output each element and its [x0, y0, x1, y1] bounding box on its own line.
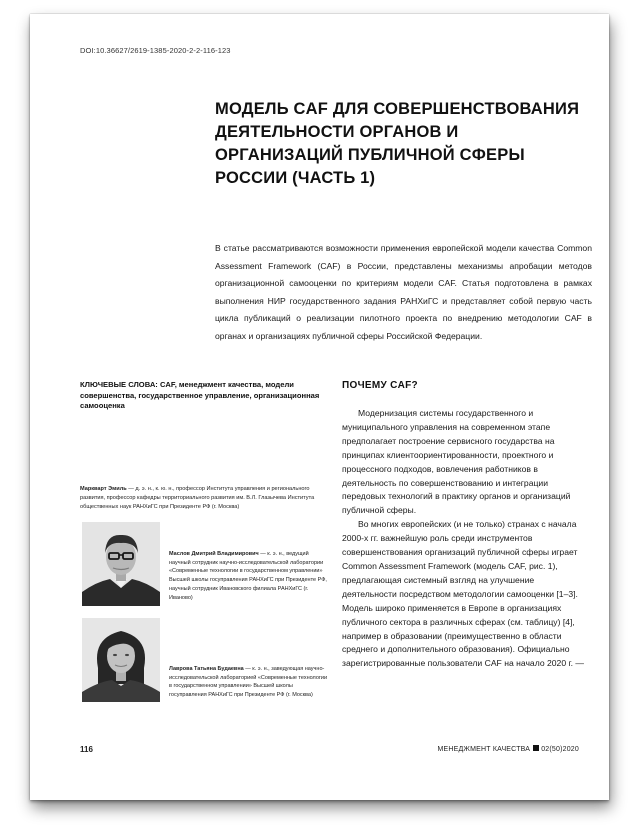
author-1-name: Маркварт Эмиль	[80, 486, 127, 492]
author-2-note	[169, 550, 331, 602]
journal-page	[30, 14, 609, 800]
article-abstract: В статье рассматриваются возможности применения европейской модели качества Common Assessment Framework (CAF) в России, представлены механизмы апробации методов организационной самооценки по критериям модели CAF. Статья подготовлена в рамках выполнения НИР государственного задания РАНХиГС и представляет собой первую часть цикла публикаций о реализации пилотного проекта по внедрению методологии CAF в органах и организациях публичной сферы Российской Федерации.	[215, 243, 592, 341]
section-heading: ПОЧЕМУ CAF?	[342, 380, 418, 391]
author-2-photo	[82, 522, 160, 606]
body-paragraph: Модернизация системы государственного и муниципального управления на современном этапе предполагает построение сервисного государства на принципах клиентоориентированности, проектного и процессного подходов, вовлечения работников в деятельность по совершенствованию и интеграции передовых технологий в практику органов и организаций публичной сферы.	[342, 408, 571, 516]
author-1-bio: — д. э. н., к. ю. н., профессор Института управления и регионального развития, профессор кафедры территориального развития им. В.Л. Глазычева Института общественных наук РАНХиГС при Президенте РФ (г. Москва)	[80, 486, 315, 510]
author-2-bio: — к. э. н., ведущий научный сотрудник научно-исследовательской лаборатории «Современные технологии в государственном управлении» Высшей школы госуправления РАНХиГС при Президенте РФ, научный сотрудник Ивановского филиала РАНХиГС (г. Иваново)	[169, 551, 327, 601]
man-portrait-image	[82, 522, 160, 606]
page-number: 116	[80, 745, 93, 754]
body-paragraph: Во многих европейских (и не только) странах с начала 2000-х гг. важнейшую роль среди инструментов совершенствования организаций публичной сферы играет Common Assessment Framework (модель CAF, рис. 1), предлагающая системный взгляд на улучшение деятельности посредством методологии самооценки [1–3]. Модель широко применяется в Европе в организациях публичного сектора в различных сферах (см. таблицу) [4], например в образовании (преимущественно в области среднего и дополнительного образования). Официально зарегистрированные пользователи CAF на начало 2020 г. —	[342, 519, 584, 669]
square-bullet-icon	[533, 745, 539, 751]
body-text-column	[342, 407, 591, 671]
woman-portrait-image	[82, 618, 160, 702]
author-2-name: Маслов Дмитрий Владимирович	[169, 551, 259, 557]
author-3-photo	[82, 618, 160, 702]
doi-line: DOI:10.36627/2619-1385-2020-2-2-116-123	[80, 46, 231, 55]
article-title: МОДЕЛЬ CAF ДЛЯ СОВЕРШЕНСТВОВАНИЯ ДЕЯТЕЛЬНОСТИ ОРГАНОВ И ОРГАНИЗАЦИЙ ПУБЛИЧНОЙ СФЕРЫ РОССИИ (ЧАСТЬ 1)	[215, 100, 580, 187]
author-3-bio: — к. э. н., заведующая научно-исследовательской лабораторией «Современные технологии в государственном управлении» Высшей школы госуправления РАНХиГС при Президенте РФ (г. Москва)	[169, 666, 328, 699]
journal-footer	[437, 745, 579, 753]
author-1-note	[80, 485, 330, 511]
journal-issue: 02(50)2020	[541, 746, 579, 753]
journal-name: МЕНЕДЖМЕНТ КАЧЕСТВА	[437, 746, 531, 753]
author-3-note	[169, 665, 331, 700]
author-3-name: Лаврова Татьяна Будаевна	[169, 666, 244, 672]
keywords: КЛЮЧЕВЫЕ СЛОВА: CAF, менеджмент качества, модели совершенства, государственное управление, организационная самооценка	[80, 380, 320, 410]
